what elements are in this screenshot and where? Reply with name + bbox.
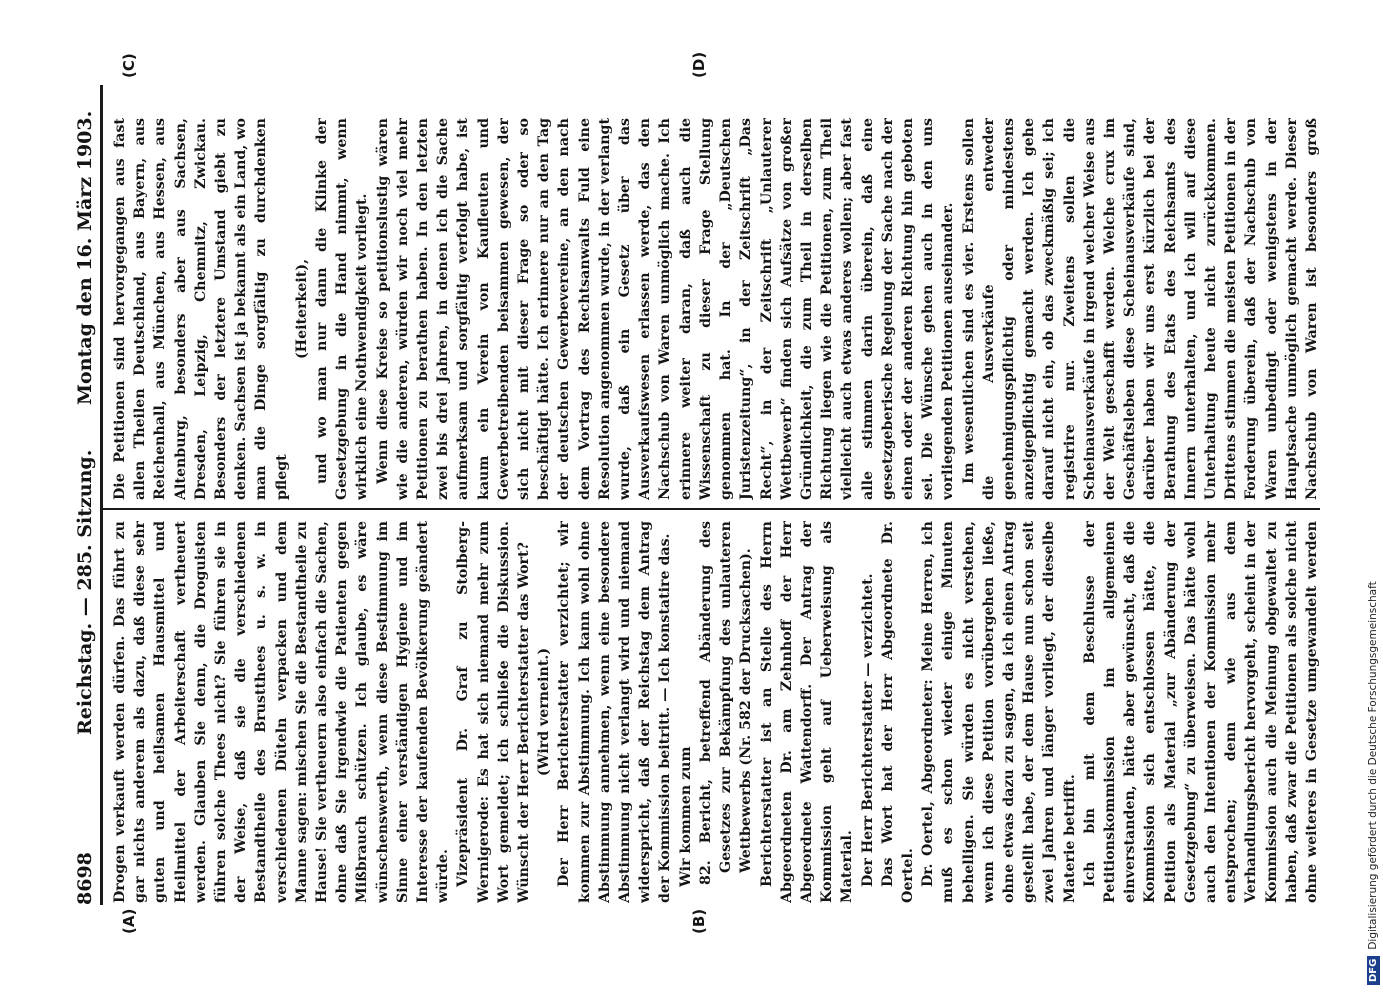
- paragraph: Der Herr Berichterstatter — verzichtet.: [859, 573, 876, 887]
- paragraph: Die Petitionen sind hervorgegangen aus fast allen Theilen Deutschland, aus Bayern, aus Reichenhall, aus München, aus Hessen, aus Altenburg, besonders aber aus Sachsen, Dresden, Leipzig, Chemnitz, Zwickau. Besonders der letztere Umstand giebt zu denken. Sachsen ist ja bekannt als ein Land, wo man die Dinge sorgfältig zu durchdenken pflegt: [112, 118, 290, 500]
- paragraph: Der Herr Berichterstatter verzichtet; wir kommen zur Abstimmung. Ich kann wohl ohne Abstimmung annehmen, wenn eine besondere Abstimmung nicht verlangt wird und niemand widerspricht, daß der Reichstag dem Antrag der Kommission beitritt. — Ich konstatire das.: [556, 521, 674, 903]
- paragraph: Wir kommen zum: [677, 746, 694, 887]
- paragraph: Dr. Oertel, Abgeordneter: Meine Herren, ich muß es schon wieder einige Minuten behelligen. Sie würden es nicht verstehen, wenn ich diese Petition vorübergehen ließe, ohne etwas dazu zu sagen, da ich einen Antrag gestellt habe, der dem Hause nun schon seit zwei Jahren und länger vorliegt, der dieselbe Materie betrifft.: [920, 521, 1078, 903]
- column-separator: [100, 508, 1320, 510]
- margin-marker-d: (D): [690, 51, 708, 78]
- running-title: Reichstag. — 285. Sitzung.: [74, 449, 96, 735]
- paragraph: Drogen verkauft werden dürfen. Das führt zu gar nichts anderem als dazu, daß diese sehr guten und heilsamen Hausmittel und Heilmittel der Arbeiterschaft vertheuert werden. Glauben Sie denn, die Droguisten führen solche Thees nicht? Sie führen sie in der Weise, daß sie die verschiedenen Bestandtheile des Brustthees u. s. w. in verschiedenen Düteln verpacken und dem Manne sagen: mischen Sie die Bestandtheile zu Hause! Sie vertheuern also einfach die Sachen, ohne daß Sie irgendwie die Patienten gegen Mißbrauch schützen. Ich glaube, es wäre wünschenswerth, wenn diese Bestimmung im Sinne einer verständigen Hygiene und im Interesse der kaufenden Bevölkerung geändert würde.: [112, 521, 452, 903]
- margin-marker-a: (A): [120, 908, 138, 934]
- margin-marker-b: (B): [690, 908, 708, 934]
- margin-marker-c: (C): [120, 53, 138, 78]
- dfg-logo: DFG: [1367, 956, 1380, 985]
- digitization-watermark: [1367, 10, 1381, 985]
- stage-direction: (Wird verneint.): [536, 647, 553, 777]
- right-column: [110, 118, 1320, 500]
- agenda-item: 82. Bericht, betreffend Abänderung des Gesetzes zur Bekämpfung des unlauteren Wettbewerbs (Nr. 582 der Drucksachen).: [697, 521, 755, 885]
- paragraph: Berichterstatter ist an Stelle des Herrn Abgeordneten Dr. am Zehnhoff der Herr Abgeordnete Wattendorff. Der Antrag der Kommission geht auf Ueberweisung als Material.: [758, 521, 856, 903]
- paragraph: Im wesentlichen sind es vier. Erstens sollen die Ausverkäufe entweder genehmigungspflichtig oder mindestens anzeigepflichtig gemacht werden. Ich gehe darauf nicht ein, ob das zweckmäßig sei; ich registrire nur. Zweitens sollen die Scheinausverkäufe in irgend welcher Weise aus der Welt geschafft werden. Welche crux im Geschäftsleben diese Scheinausverkäufe sind, darüber haben wir uns erst kürzlich bei der Berathung des Etats des Reichsamts des Innern unterhalten, und ich will auf diese Unterhaltung heute nicht zurückkommen. Drittens stimmen die meisten Petitionen in der Forderung überein, daß der Nachschub von Waren unbedingt oder wenigstens in der Hauptsache unmöglich gemacht werde. Dieser Nachschub von Waren ist besonders groß: [960, 118, 1320, 500]
- paragraph: Das Wort hat der Herr Abgeordnete Dr. Oertel.: [879, 521, 916, 903]
- running-date: Montag den 16. März 1903.: [74, 110, 96, 405]
- watermark-text: Digitalisierung gefördert durch die Deutsche Forschungsgemeinschaft: [1367, 581, 1379, 950]
- paragraph: Vizepräsident Dr. Graf zu Stolberg-Wernigerode: Es hat sich niemand mehr zum Wort gemeldet; ich schließe die Diskussion. Wünscht der Herr Berichterstatter das Wort?: [455, 521, 533, 903]
- stage-direction: (Heiterkeit),: [293, 258, 310, 360]
- left-column: [110, 521, 1320, 903]
- page-header: [60, 85, 103, 905]
- paragraph: Ich bin mit dem Beschlusse der Petitionskommission im allgemeinen einverstanden, hätte aber gewünscht, daß die Kommission sich entschlossen hätte, die Petition als Material „zur Abänderung der Gesetzgebung“ zu überweisen. Das hätte wohl auch den Intentionen der Kommission mehr entsprochen; denn wie aus dem Verhandlungsbericht hervorgeht, scheint in der Kommission auch die Meinung obgewaltet zu haben, daß zwar die Petitionen als solche nicht ohne weiteres in Gesetze umgewandelt werden: [1081, 521, 1320, 903]
- paragraph: Wenn diese Kreise so petitionslustig wären wie die anderen, würden wir noch viel mehr Petitionen zu berathen haben. In den letzten zwei bis drei Jahren, in denen ich die Sache aufmerksam und sorgfältig verfolgt habe, ist kaum ein Verein von Kaufleuten und Gewerbetreibenden beisammen gewesen, der sich nicht mit dieser Frage so oder so beschäftigt hätte. Ich erinnere nur an den Tag der deutschen Gewerbevereine, an den nach dem Vortrag des Rechtsanwalts Fuld eine Resolution angenommen wurde, in der verlangt wurde, daß ein Gesetz über das Ausverkaufswesen erlassen werde, das den Nachschub von Waren unmöglich mache. Ich erinnere weiter daran, daß auch die Wissenschaft zu dieser Frage Stellung genommen hat. In der „Deutschen Juristenzeitung“, in der Zeitschrift „Das Recht“, in der Zeitschrift „Unlauterer Wettbewerb“ finden sich Aufsätze von großer Gründlichkeit, die zum Theil in derselben Richtung liegen wie die Petitionen, zum Theil vielleicht auch etwas anderes wollen; aber fast alle stimmen darin überein, daß eine gesetzgeberische Regelung der Sache nach der einen oder der anderen Richtung hin geboten sei. Die Wünsche gehen auch in den uns vorliegenden Petitionen auseinander.: [374, 118, 957, 500]
- paragraph: und wo man nur dann die Klinke der Gesetzgebung in die Hand nimmt, wenn wirklich eine Nothwendigkeit vorliegt.: [314, 118, 371, 500]
- page-number: 8698: [74, 852, 96, 905]
